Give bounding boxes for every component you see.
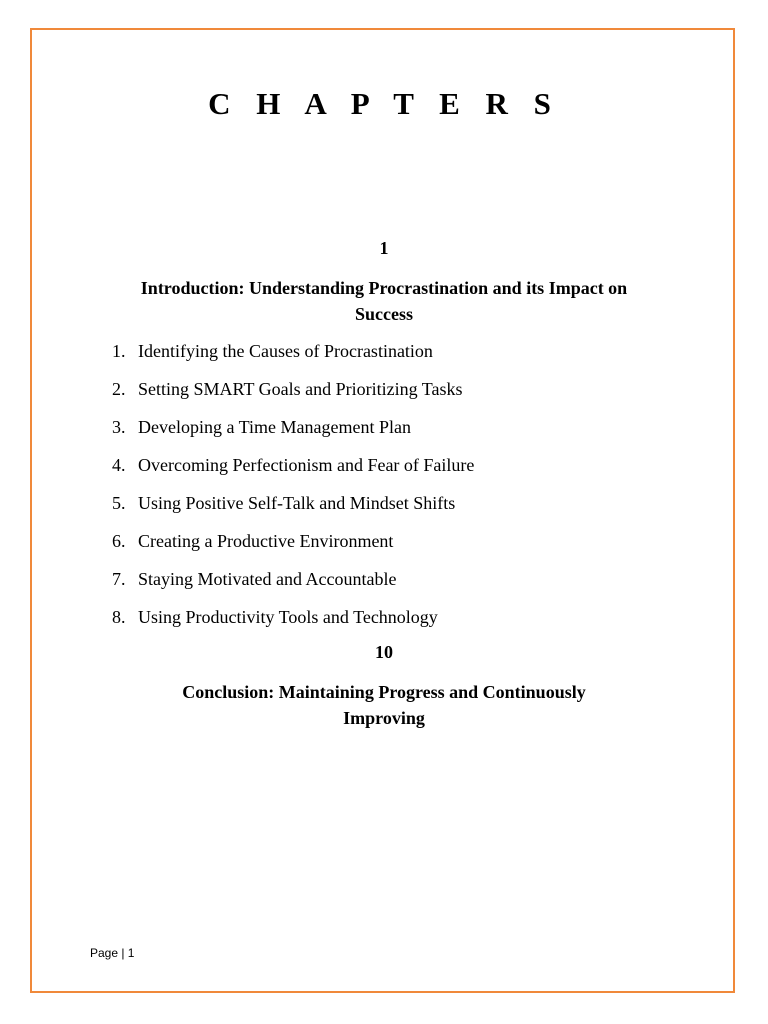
- page-number-footer: Page | 1: [90, 946, 135, 960]
- list-item-number: 6.: [112, 531, 126, 551]
- intro-heading-line-1: Introduction: Understanding Procrastination and its Impact on: [140, 278, 628, 298]
- list-item-text: Using Productivity Tools and Technology: [138, 607, 438, 627]
- list-item-number: 4.: [112, 455, 126, 475]
- list-item-number: 3.: [112, 417, 126, 437]
- list-item: [112, 528, 474, 566]
- list-item: [112, 376, 474, 414]
- list-item: [112, 452, 474, 490]
- list-item-number: 2.: [112, 379, 126, 399]
- list-item: [112, 490, 474, 528]
- list-item-text: Setting SMART Goals and Prioritizing Tasks: [138, 379, 463, 399]
- list-item: [112, 414, 474, 452]
- intro-chapter-heading: [84, 275, 684, 327]
- conclusion-chapter-number: 10: [375, 642, 393, 662]
- conclusion-chapter-heading: [84, 679, 684, 731]
- list-item-text: Overcoming Perfectionism and Fear of Failure: [138, 455, 475, 475]
- page-title: C H A P T E R S: [208, 86, 560, 121]
- conclusion-heading-line-2: Improving: [343, 708, 425, 728]
- list-item-text: Using Positive Self-Talk and Mindset Shifts: [138, 493, 456, 513]
- intro-chapter-number: 1: [379, 238, 389, 258]
- list-item: [112, 566, 474, 604]
- intro-heading-line-2: Success: [355, 304, 413, 324]
- list-item-number: 8.: [112, 607, 126, 627]
- list-item: [112, 604, 474, 642]
- list-item-number: 1.: [112, 341, 126, 361]
- list-item-text: Creating a Productive Environment: [138, 531, 394, 551]
- chapter-list: [112, 338, 474, 642]
- list-item: [112, 338, 474, 376]
- list-item-text: Developing a Time Management Plan: [138, 417, 411, 437]
- conclusion-heading-line-1: Conclusion: Maintaining Progress and Continuously: [182, 682, 586, 702]
- list-item-number: 5.: [112, 493, 126, 513]
- list-item-text: Staying Motivated and Accountable: [138, 569, 397, 589]
- list-item-text: Identifying the Causes of Procrastination: [138, 341, 433, 361]
- list-item-number: 7.: [112, 569, 126, 589]
